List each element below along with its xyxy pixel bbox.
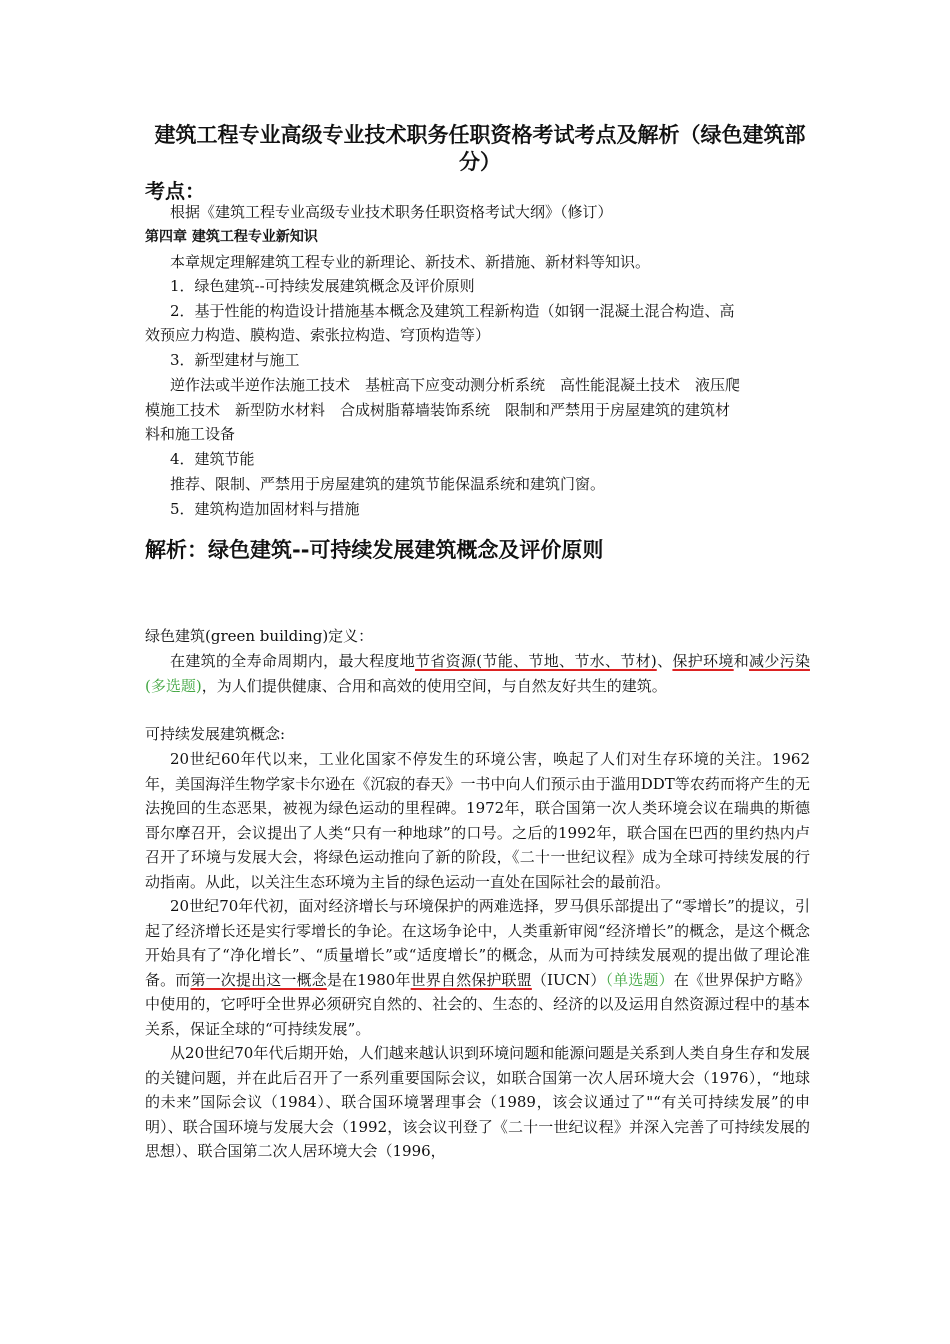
green-building-label: 绿色建筑(green building)定义： <box>145 627 374 645</box>
item-5: 5．建筑构造加固材料与措施 <box>170 500 360 518</box>
paragraph-1: 20世纪60年代以来，工业化国家不停发生的环境公害，唤起了人们对生存环境的关注。1962年，美国海洋生物学家卡尔逊在《沉寂的春天》一书中向人们预示由于滥用DDT等农药而将产生的无法挽回的生态恶果，被视为绿色运动的里程碑。1972年，联合国第一次人类环境会议在瑞典的斯德哥尔摩召开，会议提出了人类“只有一种地球”的口号。之后的1992年，联合国在巴西的里约热内卢召开了环境与发展大会，将绿色运动推向了新的阶段，《二十一世纪议程》成为全球可持续发展的行动指南。从此，以关注生态环境为主旨的绿色运动一直处在国际社会的最前沿。 <box>145 750 810 891</box>
item-4: 4．建筑节能 <box>170 450 255 468</box>
item-3-line-b: 模施工技术 新型防水材料 合成树脂幕墙装饰系统 限制和严禁用于房屋建筑的建筑材 <box>145 401 731 419</box>
highlight-iucn: 世界自然保护联盟 <box>410 970 532 989</box>
paragraph-2: 20世纪70年代初，面对经济增长与环境保护的两难选择，罗马俱乐部提出了“零增长”的提议，引起了经济增长还是实行零增长的争论。在这场争论中，人类重新审阅“经济增长”的概念，是这个概念开始具有了“净化增长”、“质量增长”或“适度增长”的概念，从而为可持续发展观的提出做了理论准备。而第一次提出这一概念是在1980年世界自然保护联盟（IUCN）（单选题）在《世界保护方略》中使用的，它呼吁全世界必须研究自然的、社会的、生态的、经济的以及运用自然资源过程中的基本关系，保证全球的“可持续发展”。 <box>145 897 810 1038</box>
item-1: 1．绿色建筑--可持续发展建筑概念及评价原则 <box>170 277 475 295</box>
sustainable-body <box>145 747 810 1164</box>
item-3-line-a: 逆作法或半逆作法施工技术 基桩高下应变动测分析系统 高性能混凝土技术 液压爬 <box>170 376 741 394</box>
sustainable-label: 可持续发展建筑概念: <box>145 725 286 743</box>
item-3: 3．新型建材与施工 <box>170 351 300 369</box>
note-single-choice: （单选题） <box>605 970 674 989</box>
item-3-line-c: 料和施工设备 <box>145 425 236 443</box>
green-building-definition: 在建筑的全寿命周期内，最大程度地节省资源(节能、节地、节水、节材)、保护环境和减少污染(多选题)，为人们提供健康、合用和高效的使用空间，与自然友好共生的建筑。 <box>145 652 810 695</box>
item-2-line-b: 效预应力构造、膜构造、索张拉构造、穹顶构造等） <box>145 326 491 344</box>
item-4-line-a: 推荐、限制、严禁用于房屋建筑的建筑节能保温系统和建筑门窗。 <box>170 475 606 493</box>
section-heading-jiexi: 解析：绿色建筑--可持续发展建筑概念及评价原则 <box>145 538 604 562</box>
intro-line: 本章规定理解建筑工程专业的新理论、新技术、新措施、新材料等知识。 <box>170 253 651 271</box>
paragraph-3: 从20世纪70年代后期开始，人们越来越认识到环境问题和能源问题是关系到人类自身生存和发展的关键问题，并在此后召开了一系列重要国际会议，如联合国第一次人居环境大会（1976），“地球的未来”国际会议（1984）、联合国环境署理事会（1989，该会议通过了"“有关可持续发展”的申明）、联合国环境与发展大会（1992，该会议刊登了《二十一世纪议程》并深入完善了可持续发展的思想）、联合国第二次人居环境大会（1996， <box>145 1044 810 1160</box>
basis-line: 根据《建筑工程专业高级专业技术职务任职资格考试大纲》（修订） <box>170 203 613 221</box>
highlight-save-resources: 节省资源(节能、节地、节水、节材) <box>415 652 657 670</box>
highlight-protect-environment: 保护环境 <box>672 652 734 670</box>
note-multiple-choice: (多选题) <box>145 676 202 695</box>
chapter-heading: 第四章 建筑工程专业新知识 <box>145 229 318 245</box>
item-2-line-a: 2．基于性能的构造设计措施基本概念及建筑工程新构造（如钢一混凝土混合构造、高 <box>170 302 735 320</box>
document-title: 建筑工程专业高级专业技术职务任职资格考试考点及解析（绿色建筑部分） <box>154 123 806 174</box>
highlight-reduce-pollution: 减少污染 <box>749 652 810 670</box>
section-heading-kaodian: 考点： <box>145 179 205 203</box>
highlight-first-proposed: 第一次提出这一概念 <box>190 970 327 989</box>
